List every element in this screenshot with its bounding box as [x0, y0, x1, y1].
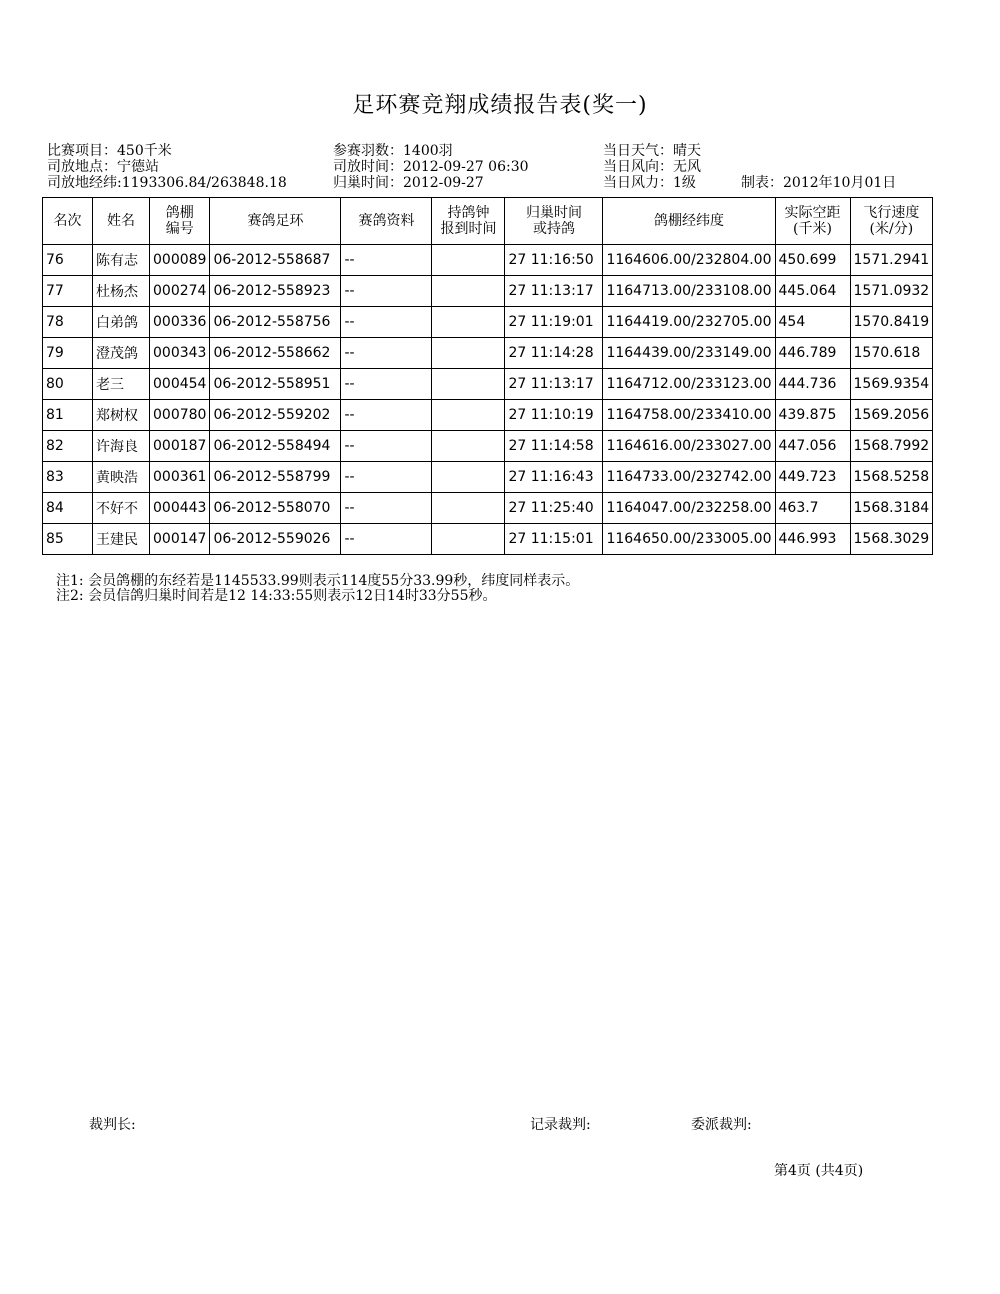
info-column-left	[47, 143, 287, 191]
table-row	[43, 524, 933, 555]
table-row	[43, 462, 933, 493]
ring-number-cell: 06-2012-558662	[210, 338, 341, 369]
speed-cell: 1571.0932	[850, 276, 933, 307]
arrival-time-cell: 27 11:16:43	[505, 462, 603, 493]
clock-time-cell	[432, 524, 505, 555]
distance-cell: 439.875	[775, 400, 850, 431]
speed-cell: 1568.5258	[850, 462, 933, 493]
table-row	[43, 369, 933, 400]
name-cell: 澄茂鸽	[93, 338, 150, 369]
rank-cell: 82	[43, 431, 93, 462]
header-speed: 飞行速度 (米/分)	[850, 198, 933, 245]
speed-cell: 1570.618	[850, 338, 933, 369]
clock-time-cell	[432, 245, 505, 276]
name-cell: 黄映浩	[93, 462, 150, 493]
pigeon-info-cell: --	[341, 245, 432, 276]
ring-number-cell: 06-2012-558951	[210, 369, 341, 400]
pigeon-info-cell: --	[341, 524, 432, 555]
ring-number-cell: 06-2012-558799	[210, 462, 341, 493]
rank-cell: 85	[43, 524, 93, 555]
arrival-time-cell: 27 11:25:40	[505, 493, 603, 524]
table-row	[43, 338, 933, 369]
clock-time-cell	[432, 369, 505, 400]
report-title: 足环赛竞翔成绩报告表(奖一)	[352, 93, 648, 118]
ring-number-cell: 06-2012-558687	[210, 245, 341, 276]
speed-cell: 1569.9354	[850, 369, 933, 400]
clock-time-cell	[432, 462, 505, 493]
distance-cell: 446.993	[775, 524, 850, 555]
distance-cell: 449.723	[775, 462, 850, 493]
clock-time-cell	[432, 276, 505, 307]
arrival-time-cell: 27 11:14:58	[505, 431, 603, 462]
coordinates-cell: 1164047.00/232258.00	[603, 493, 775, 524]
loft-id-cell: 000336	[150, 307, 210, 338]
distance-cell: 450.699	[775, 245, 850, 276]
clock-time-cell	[432, 400, 505, 431]
ring-number-cell: 06-2012-558494	[210, 431, 341, 462]
rank-cell: 84	[43, 493, 93, 524]
speed-cell: 1568.7992	[850, 431, 933, 462]
header-distance: 实际空距 (千米)	[775, 198, 850, 245]
coordinates-cell: 1164758.00/233410.00	[603, 400, 775, 431]
coordinates-cell: 1164439.00/233149.00	[603, 338, 775, 369]
loft-id-cell: 000187	[150, 431, 210, 462]
loft-id-cell: 000147	[150, 524, 210, 555]
table-row	[43, 307, 933, 338]
table-row	[43, 493, 933, 524]
loft-id-cell: 000454	[150, 369, 210, 400]
coordinates-cell: 1164606.00/232804.00	[603, 245, 775, 276]
return-date: 归巢时间：2012-09-27	[333, 175, 484, 191]
speed-cell: 1568.3029	[850, 524, 933, 555]
distance-cell: 454	[775, 307, 850, 338]
rank-cell: 79	[43, 338, 93, 369]
distance-cell: 446.789	[775, 338, 850, 369]
name-cell: 老三	[93, 369, 150, 400]
release-location: 司放地点：宁德站	[47, 159, 159, 175]
ring-number-cell: 06-2012-559026	[210, 524, 341, 555]
table-row	[43, 276, 933, 307]
distance-cell: 445.064	[775, 276, 850, 307]
rank-cell: 83	[43, 462, 93, 493]
arrival-time-cell: 27 11:10:19	[505, 400, 603, 431]
header-ring-number: 赛鸽足环	[210, 198, 341, 245]
coordinates-cell: 1164616.00/233027.00	[603, 431, 775, 462]
wind-force: 当日风力：1级	[603, 175, 696, 191]
wind-direction: 当日风向：无风	[603, 159, 701, 175]
loft-id-cell: 000343	[150, 338, 210, 369]
entry-count: 参赛羽数：1400羽	[333, 143, 453, 159]
rank-cell: 81	[43, 400, 93, 431]
pigeon-info-cell: --	[341, 462, 432, 493]
info-column-right	[603, 143, 701, 191]
note-1: 注1: 会员鸽棚的东经若是1145533.99则表示114度55分33.99秒，纬度同样表示。	[56, 573, 580, 589]
table-body	[43, 245, 933, 555]
pigeon-info-cell: --	[341, 400, 432, 431]
arrival-time-cell: 27 11:19:01	[505, 307, 603, 338]
distance-cell: 447.056	[775, 431, 850, 462]
page-number: 第4页 (共4页)	[774, 1163, 864, 1179]
info-column-middle	[333, 143, 529, 191]
header-arrival-time: 归巢时间 或持鸽	[505, 198, 603, 245]
name-cell: 郑树权	[93, 400, 150, 431]
header-name: 姓名	[93, 198, 150, 245]
race-distance: 比赛项目：450千米	[47, 143, 172, 159]
table-row	[43, 245, 933, 276]
note-2: 注2: 会员信鸽归巢时间若是12 14:33:55则表示12日14时33分55秒。	[56, 588, 497, 604]
header-rank: 名次	[43, 198, 93, 245]
clock-time-cell	[432, 307, 505, 338]
release-coordinates: 司放地经纬:1193306.84/263848.18	[47, 175, 287, 191]
release-time: 司放时间：2012-09-27 06:30	[333, 159, 529, 175]
results-table	[42, 197, 933, 555]
speed-cell: 1569.2056	[850, 400, 933, 431]
table-row	[43, 400, 933, 431]
loft-id-cell: 000361	[150, 462, 210, 493]
header-loft-id: 鸽棚 编号	[150, 198, 210, 245]
name-cell: 许海良	[93, 431, 150, 462]
name-cell: 陈有志	[93, 245, 150, 276]
loft-id-cell: 000443	[150, 493, 210, 524]
pigeon-info-cell: --	[341, 276, 432, 307]
loft-id-cell: 000089	[150, 245, 210, 276]
arrival-time-cell: 27 11:16:50	[505, 245, 603, 276]
loft-id-cell: 000780	[150, 400, 210, 431]
pigeon-info-cell: --	[341, 307, 432, 338]
coordinates-cell: 1164650.00/233005.00	[603, 524, 775, 555]
ring-number-cell: 06-2012-558923	[210, 276, 341, 307]
coordinates-cell: 1164712.00/233123.00	[603, 369, 775, 400]
distance-cell: 463.7	[775, 493, 850, 524]
clock-time-cell	[432, 431, 505, 462]
table-header-row	[43, 198, 933, 245]
clock-time-cell	[432, 493, 505, 524]
pigeon-info-cell: --	[341, 369, 432, 400]
arrival-time-cell: 27 11:15:01	[505, 524, 603, 555]
speed-cell: 1571.2941	[850, 245, 933, 276]
clock-time-cell	[432, 338, 505, 369]
header-clock-time: 持鸽钟 报到时间	[432, 198, 505, 245]
arrival-time-cell: 27 11:13:17	[505, 276, 603, 307]
coordinates-cell: 1164733.00/232742.00	[603, 462, 775, 493]
speed-cell: 1568.3184	[850, 493, 933, 524]
name-cell: 白弟鸽	[93, 307, 150, 338]
coordinates-cell: 1164713.00/233108.00	[603, 276, 775, 307]
rank-cell: 80	[43, 369, 93, 400]
weather: 当日天气：晴天	[603, 143, 701, 159]
speed-cell: 1570.8419	[850, 307, 933, 338]
name-cell: 不好不	[93, 493, 150, 524]
arrival-time-cell: 27 11:13:17	[505, 369, 603, 400]
appointed-judge-label: 委派裁判:	[691, 1117, 752, 1133]
arrival-time-cell: 27 11:14:28	[505, 338, 603, 369]
pigeon-info-cell: --	[341, 493, 432, 524]
table-row	[43, 431, 933, 462]
pigeon-info-cell: --	[341, 431, 432, 462]
table-made-date: 制表：2012年10月01日	[741, 175, 897, 191]
header-pigeon-info: 赛鸽资料	[341, 198, 432, 245]
recorder-judge-label: 记录裁判:	[530, 1117, 591, 1133]
coordinates-cell: 1164419.00/232705.00	[603, 307, 775, 338]
loft-id-cell: 000274	[150, 276, 210, 307]
pigeon-info-cell: --	[341, 338, 432, 369]
ring-number-cell: 06-2012-558756	[210, 307, 341, 338]
rank-cell: 78	[43, 307, 93, 338]
name-cell: 王建民	[93, 524, 150, 555]
rank-cell: 77	[43, 276, 93, 307]
ring-number-cell: 06-2012-559202	[210, 400, 341, 431]
header-loft-coordinates: 鸽棚经纬度	[603, 198, 775, 245]
chief-judge-label: 裁判长:	[89, 1117, 136, 1133]
rank-cell: 76	[43, 245, 93, 276]
name-cell: 杜杨杰	[93, 276, 150, 307]
distance-cell: 444.736	[775, 369, 850, 400]
ring-number-cell: 06-2012-558070	[210, 493, 341, 524]
notes	[56, 574, 579, 604]
